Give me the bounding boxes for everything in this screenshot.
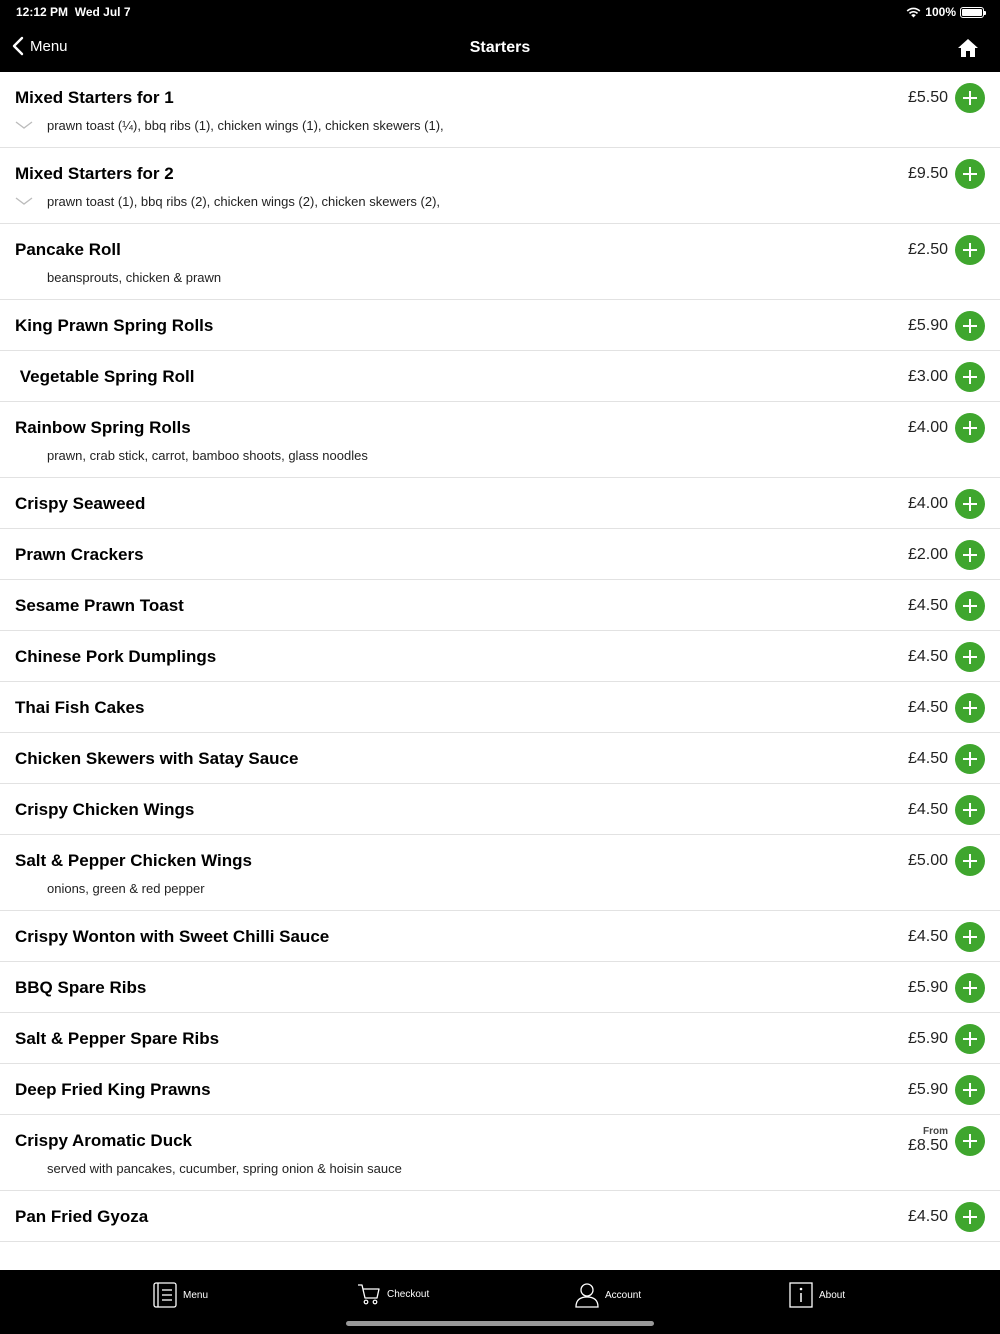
add-item-button[interactable] xyxy=(955,311,985,341)
menu-item-row[interactable] xyxy=(0,580,1000,631)
plus-icon xyxy=(955,311,985,341)
price-value: £8.50 xyxy=(907,1137,948,1154)
menu-item-name: Pan Fried Gyoza xyxy=(15,1207,149,1226)
tab-account-label: Account xyxy=(605,1289,642,1301)
menu-item-name: Crispy Aromatic Duck xyxy=(15,1131,192,1150)
menu-item-price: £4.50 xyxy=(907,1208,948,1225)
menu-item-price: £4.00 xyxy=(907,419,948,436)
status-date: Wed Jul 7 xyxy=(74,5,131,19)
menu-item-price: £2.00 xyxy=(907,546,948,563)
menu-item-name: Thai Fish Cakes xyxy=(15,698,145,717)
battery-icon xyxy=(960,7,984,18)
menu-item-price: £5.90 xyxy=(907,1030,948,1047)
home-icon xyxy=(957,38,979,58)
chevron-down-icon[interactable] xyxy=(14,120,34,130)
menu-item-description: prawn, crab stick, carrot, bamboo shoots, glass noodles xyxy=(47,448,368,463)
menu-item-name: Chicken Skewers with Satay Sauce xyxy=(15,749,299,768)
menu-item-row[interactable] xyxy=(0,224,1000,300)
add-item-button[interactable] xyxy=(955,795,985,825)
add-item-button[interactable] xyxy=(955,693,985,723)
add-item-button[interactable] xyxy=(955,413,985,443)
add-item-button[interactable] xyxy=(955,1024,985,1054)
menu-item-price: £2.50 xyxy=(907,241,948,258)
menu-item-description: prawn toast (1), bbq ribs (2), chicken wings (2), chicken skewers (2), xyxy=(47,194,441,209)
menu-item-row[interactable] xyxy=(0,72,1000,148)
plus-icon xyxy=(955,744,985,774)
menu-item-price: £5.00 xyxy=(907,852,948,869)
menu-item-row[interactable] xyxy=(0,631,1000,682)
menu-item-row[interactable] xyxy=(0,1013,1000,1064)
menu-item-row[interactable] xyxy=(0,351,1000,402)
menu-item-row[interactable] xyxy=(0,911,1000,962)
status-time xyxy=(16,5,131,19)
menu-item-name: Crispy Chicken Wings xyxy=(15,800,195,819)
menu-item-row[interactable] xyxy=(0,300,1000,351)
status-clock: 12:12 PM xyxy=(16,5,69,19)
menu-item-row[interactable] xyxy=(0,1115,1000,1191)
plus-icon xyxy=(955,922,985,952)
plus-icon xyxy=(955,489,985,519)
menu-item-name: Sesame Prawn Toast xyxy=(15,596,184,615)
menu-item-price: £5.90 xyxy=(907,1081,948,1098)
wifi-icon xyxy=(906,7,921,18)
add-item-button[interactable] xyxy=(955,642,985,672)
plus-icon xyxy=(955,83,985,113)
menu-item-name: Rainbow Spring Rolls xyxy=(15,418,191,437)
menu-item-row[interactable] xyxy=(0,1064,1000,1115)
menu-item-price: £4.50 xyxy=(907,928,948,945)
tab-account[interactable] xyxy=(575,1282,641,1308)
add-item-button[interactable] xyxy=(955,973,985,1003)
menu-item-name: Crispy Wonton with Sweet Chilli Sauce xyxy=(15,927,330,946)
menu-item-price: £4.50 xyxy=(907,699,948,716)
add-item-button[interactable] xyxy=(955,846,985,876)
menu-item-price: £3.00 xyxy=(907,368,948,385)
menu-item-row[interactable] xyxy=(0,1191,1000,1242)
plus-icon xyxy=(955,159,985,189)
menu-item-description: prawn toast (¼), bbq ribs (1), chicken wings (1), chicken skewers (1), xyxy=(47,118,444,133)
menu-icon xyxy=(153,1282,177,1308)
menu-item-name: Mixed Starters for 2 xyxy=(15,164,174,183)
menu-item-name: BBQ Spare Ribs xyxy=(15,978,147,997)
menu-item-name: Chinese Pork Dumplings xyxy=(15,647,217,666)
user-icon xyxy=(575,1282,599,1308)
menu-item-description: served with pancakes, cucumber, spring onion & hoisin sauce xyxy=(47,1161,402,1176)
back-label: Menu xyxy=(30,37,68,55)
info-icon xyxy=(789,1282,813,1308)
menu-item-price: £4.00 xyxy=(907,495,948,512)
menu-item-name: Salt & Pepper Spare Ribs xyxy=(15,1029,220,1048)
plus-icon xyxy=(955,362,985,392)
add-item-button[interactable] xyxy=(955,1202,985,1232)
menu-item-row[interactable] xyxy=(0,784,1000,835)
menu-item-row[interactable] xyxy=(0,529,1000,580)
menu-item-name: Salt & Pepper Chicken Wings xyxy=(15,851,252,870)
menu-item-name: Prawn Crackers xyxy=(15,545,144,564)
status-right xyxy=(906,5,984,19)
plus-icon xyxy=(955,846,985,876)
menu-item-description: onions, green & red pepper xyxy=(47,881,205,896)
menu-item-name: Deep Fried King Prawns xyxy=(15,1080,211,1099)
menu-item-price: £4.50 xyxy=(907,750,948,767)
plus-icon xyxy=(955,973,985,1003)
add-item-button[interactable] xyxy=(955,1126,985,1156)
menu-item-description: beansprouts, chicken & prawn xyxy=(47,270,222,285)
plus-icon xyxy=(955,642,985,672)
menu-item-name: Crispy Seaweed xyxy=(15,494,146,513)
menu-item-price: £5.90 xyxy=(907,979,948,996)
menu-item-row[interactable] xyxy=(0,835,1000,911)
plus-icon xyxy=(955,591,985,621)
plus-icon xyxy=(955,1075,985,1105)
menu-item-row[interactable] xyxy=(0,478,1000,529)
home-button[interactable] xyxy=(957,38,979,63)
add-item-button[interactable] xyxy=(955,922,985,952)
chevron-down-icon[interactable] xyxy=(14,196,34,206)
add-item-button[interactable] xyxy=(955,489,985,519)
plus-icon xyxy=(955,693,985,723)
menu-item-row[interactable] xyxy=(0,962,1000,1013)
menu-item-price xyxy=(908,1126,948,1154)
add-item-button[interactable] xyxy=(955,83,985,113)
plus-icon xyxy=(955,1024,985,1054)
plus-icon xyxy=(955,235,985,265)
tab-checkout-label: Checkout xyxy=(387,1288,430,1300)
plus-icon xyxy=(955,795,985,825)
plus-icon xyxy=(955,1202,985,1232)
battery-percent: 100% xyxy=(925,5,956,19)
menu-item-price: £5.90 xyxy=(907,317,948,334)
cart-icon xyxy=(357,1282,381,1306)
add-item-button[interactable] xyxy=(955,744,985,774)
tab-about-label: About xyxy=(819,1289,846,1301)
menu-item-price: £4.50 xyxy=(907,801,948,818)
top-bar xyxy=(0,0,1000,72)
menu-item-name: King Prawn Spring Rolls xyxy=(15,316,214,335)
page-title: Starters xyxy=(469,39,531,56)
menu-item-row[interactable] xyxy=(0,682,1000,733)
menu-item-price: £9.50 xyxy=(907,165,948,182)
add-item-button[interactable] xyxy=(955,1075,985,1105)
home-indicator xyxy=(346,1321,654,1326)
add-item-button[interactable] xyxy=(955,540,985,570)
menu-item-name: Vegetable Spring Roll xyxy=(15,367,195,386)
plus-icon xyxy=(955,413,985,443)
add-item-button[interactable] xyxy=(955,362,985,392)
menu-item-row[interactable] xyxy=(0,402,1000,478)
menu-item-row[interactable] xyxy=(0,733,1000,784)
add-item-button[interactable] xyxy=(955,159,985,189)
menu-item-list xyxy=(0,72,1000,1242)
price-prefix: From xyxy=(923,1126,948,1137)
menu-item-row[interactable] xyxy=(0,148,1000,224)
menu-item-price: £4.50 xyxy=(907,648,948,665)
menu-item-price: £4.50 xyxy=(907,597,948,614)
tab-checkout[interactable] xyxy=(357,1282,429,1306)
tab-about[interactable] xyxy=(789,1282,845,1308)
tab-menu-label: Menu xyxy=(183,1289,209,1301)
menu-item-name: Pancake Roll xyxy=(15,240,121,259)
add-item-button[interactable] xyxy=(955,591,985,621)
menu-item-price: £5.50 xyxy=(907,89,948,106)
tab-menu[interactable] xyxy=(153,1282,208,1308)
plus-icon xyxy=(955,540,985,570)
add-item-button[interactable] xyxy=(955,235,985,265)
menu-item-name: Mixed Starters for 1 xyxy=(15,88,174,107)
plus-icon xyxy=(955,1126,985,1156)
